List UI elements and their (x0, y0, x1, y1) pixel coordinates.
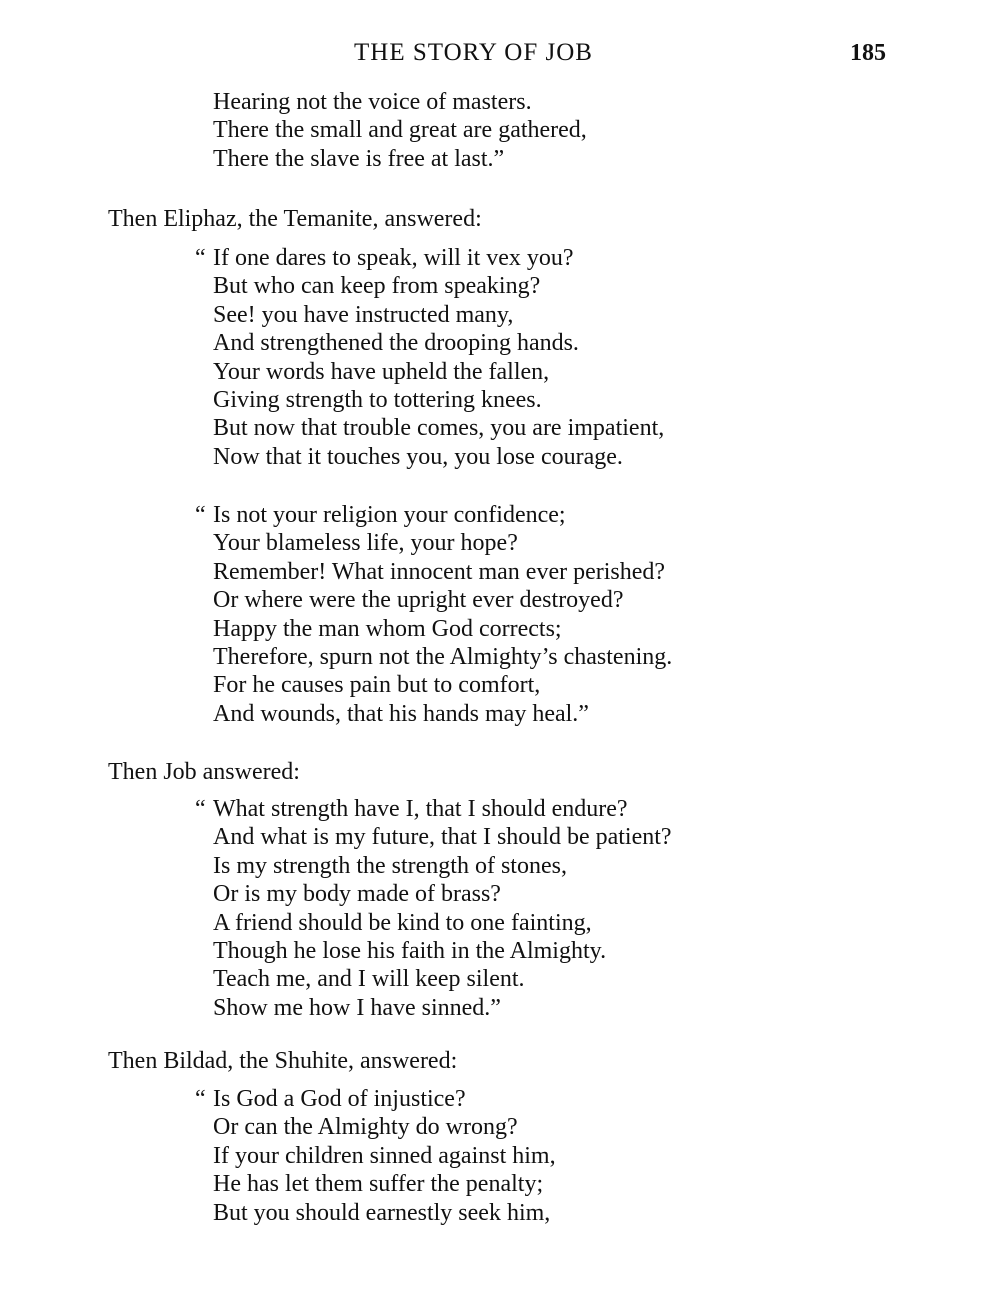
verse-line: Remember! What innocent man ever perished? (213, 558, 666, 585)
verse-stanza (195, 795, 953, 1022)
verse-line-first (195, 1085, 953, 1113)
verse-line: See! you have instructed many, (213, 301, 514, 328)
verse-stanza (195, 501, 953, 728)
verse-line: Or can the Almighty do wrong? (213, 1114, 518, 1141)
verse-line: Now that it touches you, you lose courage. (213, 443, 623, 470)
verse-line: But who can keep from speaking? (213, 273, 541, 300)
verse-line: If one dares to speak, will it vex you? (213, 245, 574, 271)
verse-line-first (195, 244, 953, 272)
page-number: 185 (850, 40, 886, 66)
speaker-intro: Then Job answered: (108, 759, 300, 785)
speaker-intro: Then Bildad, the Shuhite, answered: (108, 1048, 458, 1074)
verse-line: For he causes pain but to comfort, (213, 672, 541, 699)
verse-line: Hearing not the voice of masters. (213, 89, 532, 115)
verse-line: And what is my future, that I should be patient? (213, 824, 672, 851)
verse-line: If your children sinned against him, (213, 1142, 556, 1169)
verse-stanza (213, 88, 953, 173)
verse-line: Is my strength the strength of stones, (213, 852, 567, 879)
verse-line: Though he lose his faith in the Almighty. (213, 937, 607, 964)
opening-quote: “ (195, 1086, 206, 1112)
opening-quote: “ (195, 245, 206, 271)
verse-line: Teach me, and I will keep silent. (213, 966, 525, 993)
verse-line: A friend should be kind to one fainting, (213, 909, 592, 936)
verse-line: He has let them suffer the penalty; (213, 1171, 544, 1198)
opening-quote: “ (195, 502, 206, 528)
speaker-intro: Then Eliphaz, the Temanite, answered: (108, 206, 482, 232)
verse-line: Or where were the upright ever destroyed? (213, 587, 624, 614)
verse-line: Your blameless life, your hope? (213, 530, 518, 557)
running-head-title: THE STORY OF JOB (354, 39, 593, 66)
verse-line: Is God a God of injustice? (213, 1086, 466, 1112)
verse-line: There the slave is free at last.” (213, 145, 505, 172)
verse-stanza (195, 244, 953, 471)
opening-quote: “ (195, 796, 206, 822)
verse-line-first (195, 501, 953, 529)
verse-line: Therefore, spurn not the Almighty’s chastening. (213, 643, 673, 670)
verse-line: What strength have I, that I should endure? (213, 796, 628, 822)
verse-line: Or is my body made of brass? (213, 881, 501, 908)
verse-line: Giving strength to tottering knees. (213, 386, 542, 413)
verse-line: Happy the man whom God corrects; (213, 615, 562, 642)
verse-line-first (195, 795, 953, 823)
verse-line: Is not your religion your confidence; (213, 502, 566, 528)
verse-line: But now that trouble comes, you are impatient, (213, 415, 665, 442)
verse-line: There the small and great are gathered, (213, 117, 587, 144)
verse-stanza (195, 1085, 953, 1227)
verse-line: And strengthened the drooping hands. (213, 330, 579, 357)
verse-line: Your words have upheld the fallen, (213, 358, 550, 385)
running-head (0, 36, 1000, 70)
verse-line: But you should earnestly seek him, (213, 1199, 551, 1226)
verse-line: And wounds, that his hands may heal.” (213, 700, 589, 727)
verse-line: Show me how I have sinned.” (213, 994, 501, 1021)
